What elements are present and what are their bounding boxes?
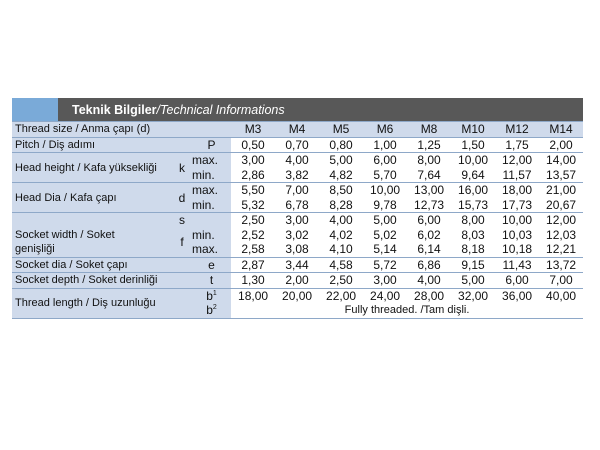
socket-width-nominal-row: [12, 213, 583, 228]
header-title-turkish: Teknik Bilgiler: [72, 102, 157, 117]
socket-depth-cell: 2,50: [319, 273, 363, 289]
size-cell: M8: [407, 122, 451, 138]
head-dia-max-cell: 21,00: [539, 183, 583, 198]
socket-width-min-cell: 2,52: [241, 227, 265, 242]
thread-length-b1-row: [12, 288, 583, 303]
head-height-max-cell: 6,00: [363, 153, 407, 168]
thread-length-b1-cell: 28,00: [407, 288, 451, 303]
socket-width-max-cell: 8,18: [461, 242, 485, 257]
socket-dia-cell: 3,44: [275, 257, 319, 273]
pitch-cell: 1,50: [451, 137, 495, 153]
size-cell: M3: [231, 122, 275, 138]
socket-width-max-label: max.: [192, 242, 231, 257]
head-dia-max-cell: 10,00: [363, 183, 407, 198]
socket-depth-cell: 2,00: [275, 273, 319, 289]
socket-width-max-cell: 5,14: [373, 242, 397, 257]
socket-width-min-cell: 3,02: [285, 227, 309, 242]
socket-dia-cell: 5,72: [363, 257, 407, 273]
head-height-min-cell: 13,57: [546, 167, 577, 182]
technical-info-sheet: [12, 98, 583, 319]
head-height-max-cell: 4,00: [275, 153, 319, 168]
socket-width-min-cell: 8,03: [461, 227, 485, 242]
head-dia-min-cell: 6,78: [285, 197, 309, 212]
socket-width-min-cell: 4,02: [329, 227, 353, 242]
socket-width-max-cell: 4,10: [329, 242, 353, 257]
socket-width-min-row: [12, 228, 583, 243]
size-cell: M4: [275, 122, 319, 138]
socket-width-max-row: [12, 242, 583, 257]
socket-depth-cell: 7,00: [539, 273, 583, 289]
head-dia-max-cell: 8,50: [319, 183, 363, 198]
head-height-label: Head height / Kafa yüksekliği: [12, 153, 172, 183]
header-accent-block: [12, 98, 58, 121]
thread-length-label: Thread length / Diş uzunluğu: [12, 288, 192, 318]
pitch-cell: 0,70: [275, 137, 319, 153]
head-height-min-cell: 5,70: [373, 167, 397, 182]
head-height-min-cell: 7,64: [417, 167, 441, 182]
socket-dia-cell: 2,87: [231, 257, 275, 273]
socket-width-min-cell: 12,03: [546, 227, 577, 242]
socket-width-symbol-f: f: [172, 228, 192, 258]
head-dia-max-cell: 13,00: [407, 183, 451, 198]
thread-length-b1-cell: 18,00: [231, 288, 275, 303]
socket-dia-cell: 11,43: [495, 257, 539, 273]
head-height-max-cell: 3,00: [231, 153, 275, 168]
pitch-label: Pitch / Diş adımı: [12, 137, 192, 153]
size-cell: M5: [319, 122, 363, 138]
thread-length-b1-cell: 20,00: [275, 288, 319, 303]
head-dia-max-cell: 7,00: [275, 183, 319, 198]
head-dia-min-cell: 9,78: [373, 197, 397, 212]
head-height-max-row: [12, 153, 583, 168]
head-height-min-cell: 9,64: [461, 167, 485, 182]
socket-dia-cell: 4,58: [319, 257, 363, 273]
socket-width-min-label: min.: [192, 228, 231, 243]
socket-width-nominal-cell: 5,00: [363, 213, 407, 228]
socket-depth-cell: 5,00: [451, 273, 495, 289]
pitch-row: [12, 137, 583, 153]
pitch-symbol: P: [192, 137, 231, 153]
socket-dia-cell: 13,72: [539, 257, 583, 273]
fully-threaded-note: Fully threaded. /Tam dişli.: [344, 304, 470, 317]
socket-depth-cell: 4,00: [407, 273, 451, 289]
thread-length-b1-cell: 22,00: [319, 288, 363, 303]
pitch-cell: 1,00: [363, 137, 407, 153]
head-height-min-cell: 3,82: [285, 167, 309, 182]
header-title-english: Technical Informations: [160, 102, 285, 117]
head-dia-max-cell: 5,50: [231, 183, 275, 198]
head-height-max-cell: 10,00: [451, 153, 495, 168]
header-title-separator: /: [156, 102, 160, 117]
socket-dia-cell: 6,86: [407, 257, 451, 273]
size-cell: M14: [539, 122, 583, 138]
head-dia-min-cell: 8,28: [329, 197, 353, 212]
socket-width-nominal-cell: 6,00: [407, 213, 451, 228]
pitch-cell: 2,00: [539, 137, 583, 153]
socket-depth-cell: 6,00: [495, 273, 539, 289]
socket-width-nominal-cell: 3,00: [275, 213, 319, 228]
socket-width-nominal-cell: 10,00: [495, 213, 539, 228]
head-dia-max-row: [12, 183, 583, 198]
socket-width-nominal-cell: 4,00: [319, 213, 363, 228]
socket-depth-label: Socket depth / Soket derinliği: [12, 273, 192, 289]
socket-depth-row: [12, 273, 583, 289]
head-height-max-cell: 8,00: [407, 153, 451, 168]
head-height-max-label: max.: [192, 153, 231, 168]
socket-dia-label: Socket dia / Soket çapı: [12, 257, 192, 273]
socket-width-max-cell: 12,21: [546, 242, 577, 257]
socket-width-nominal-cell: 12,00: [539, 213, 583, 228]
thread-length-b1-symbol: $b^1$: [192, 288, 231, 303]
socket-width-min-cell: 6,02: [417, 227, 441, 242]
head-height-min-cell: 11,57: [502, 167, 532, 182]
socket-depth-symbol: t: [192, 273, 231, 289]
socket-width-min-cell: 10,03: [502, 227, 533, 242]
size-label: Thread size / Anma çapı (d): [12, 122, 231, 138]
socket-dia-row: [12, 257, 583, 273]
socket-depth-cell: 1,30: [231, 273, 275, 289]
size-cell: M6: [363, 122, 407, 138]
socket-width-max-cell: 10,18: [502, 242, 533, 257]
thread-length-b2-symbol: $b^2$: [192, 303, 231, 318]
head-dia-max-cell: 16,00: [451, 183, 495, 198]
size-header-row: [12, 122, 583, 138]
head-dia-min-cell: 17,73: [502, 197, 533, 212]
head-height-max-cell: 14,00: [539, 153, 583, 168]
head-height-max-cell: 5,00: [319, 153, 363, 168]
socket-dia-symbol: e: [192, 257, 231, 273]
thread-length-b1-cell: 36,00: [495, 288, 539, 303]
section-header: [12, 98, 583, 121]
head-dia-min-cell: 15,73: [458, 197, 489, 212]
spec-table: [12, 121, 583, 319]
head-height-symbol: k: [172, 153, 192, 183]
pitch-cell: 1,75: [495, 137, 539, 153]
socket-width-max-cell: 2,58: [241, 242, 265, 257]
pitch-cell: 1,25: [407, 137, 451, 153]
thread-length-b1-cell: 32,00: [451, 288, 495, 303]
thread-length-b1-cell: 40,00: [539, 288, 583, 303]
head-dia-symbol: d: [172, 183, 192, 213]
pitch-cell: 0,80: [319, 137, 363, 153]
socket-depth-cell: 3,00: [363, 273, 407, 289]
socket-width-label-line2: genişliği: [12, 242, 172, 257]
head-dia-max-cell: 18,00: [495, 183, 539, 198]
head-dia-min-label: min.: [192, 198, 231, 213]
header-title: [58, 98, 583, 121]
head-height-min-cell: 2,86: [241, 167, 265, 182]
head-height-min-cell: 4,82: [329, 167, 353, 182]
head-height-max-cell: 12,00: [495, 153, 539, 168]
head-dia-min-cell: 12,73: [414, 197, 445, 212]
head-dia-min-cell: 20,67: [546, 197, 577, 212]
socket-dia-cell: 9,15: [451, 257, 495, 273]
socket-width-label-line1: Socket width / Soket: [12, 228, 172, 243]
size-cell: M12: [495, 122, 539, 138]
head-dia-min-cell: 5,32: [241, 197, 265, 212]
socket-width-nominal-cell: 8,00: [451, 213, 495, 228]
socket-width-max-cell: 6,14: [417, 242, 441, 257]
pitch-cell: 0,50: [231, 137, 275, 153]
size-cell: M10: [451, 122, 495, 138]
thread-length-b1-cell: 24,00: [363, 288, 407, 303]
head-dia-label: Head Dia / Kafa çapı: [12, 183, 172, 213]
socket-width-symbol-s: s: [172, 213, 192, 228]
socket-width-min-cell: 5,02: [373, 227, 397, 242]
socket-width-max-cell: 3,08: [285, 242, 309, 257]
head-height-min-label: min.: [192, 168, 231, 183]
socket-width-nominal-cell: 2,50: [231, 213, 275, 228]
head-dia-max-label: max.: [192, 183, 231, 198]
